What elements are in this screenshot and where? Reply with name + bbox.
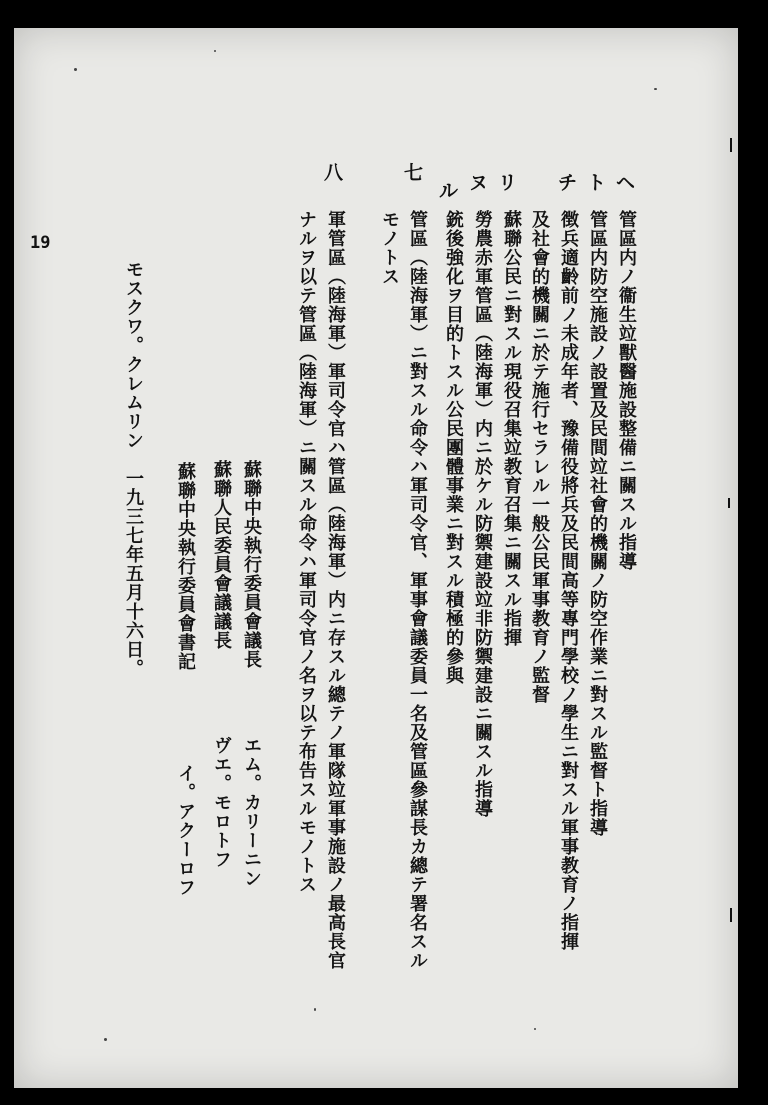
item-marker: ル: [439, 180, 459, 202]
scan-speck: [74, 68, 77, 71]
scan-speck: [314, 1008, 316, 1011]
item-text: 勞農赤軍管區（陸海軍）内ニ於ケル防禦建設竝非防禦建設ニ關スル指導: [472, 210, 493, 818]
item-text: 蘇聯公民ニ對スル現役召集竝教育召集ニ關スル指揮: [501, 210, 522, 647]
scan-mark: [730, 908, 732, 922]
item-text: 管區内ノ衞生竝獸醫施設整備ニ關スル指導: [616, 210, 637, 571]
scan-speck: [214, 50, 216, 52]
page-number: 19: [30, 233, 51, 253]
item-text: ナルヲ以テ管區（陸海軍）ニ關スル命令ハ軍司令官ノ名ヲ以テ布告スルモノトス: [296, 210, 317, 894]
item-marker: ヌ: [469, 172, 489, 194]
document-page: [14, 28, 738, 1088]
item-text: 及社會的機關ニ於テ施行セラレル一般公民軍事教育ノ監督: [529, 210, 550, 704]
item-marker: リ: [498, 172, 518, 194]
item-text: 管區（陸海軍）ニ對スル命令ハ軍司令官、軍事會議委員一名及管區參謀長カ總テ署名スル: [407, 210, 428, 970]
item-text: 銃後強化ヲ目的トスル公民團體事業ニ對スル積極的參與: [443, 210, 464, 685]
item-text: 管區内防空施設ノ設置及民間竝社會的機關ノ防空作業ニ對スル監督ト指導: [587, 210, 608, 837]
signature-title: 蘇聯中央執行委員會議長: [241, 460, 262, 669]
signature-title: 蘇聯人民委員會議議長: [211, 460, 232, 650]
scan-speck: [534, 1028, 536, 1030]
signature-name: ヴエ。モロトフ: [211, 736, 232, 869]
item-marker: 七: [404, 162, 424, 184]
item-text: モノトス: [379, 210, 400, 286]
scan-mark: [728, 498, 730, 508]
signature-title: 蘇聯中央執行委員會書記: [175, 462, 196, 671]
item-text: 軍管區（陸海軍）軍司令官ハ管區（陸海軍）内ニ存スル總テノ軍隊竝軍事施設ノ最高長官: [325, 210, 346, 970]
scan-speck: [104, 1038, 107, 1041]
item-marker: ヘ: [616, 172, 636, 194]
place-date: モスクワ。クレムリン 一九三七年五月十六日。: [123, 260, 144, 678]
scan-mark: [730, 138, 732, 152]
item-text: 徴兵適齡前ノ未成年者、豫備役將兵及民間高等專門學校ノ學生ニ對スル軍事教育ノ指揮: [558, 210, 579, 951]
signature-name: エム。カリーニン: [241, 736, 262, 888]
item-marker: ト: [587, 172, 607, 194]
signature-name: イ。アクーロフ: [175, 764, 196, 897]
scan-speck: [654, 88, 657, 90]
item-marker: 八: [324, 162, 344, 184]
item-marker: チ: [558, 172, 578, 194]
